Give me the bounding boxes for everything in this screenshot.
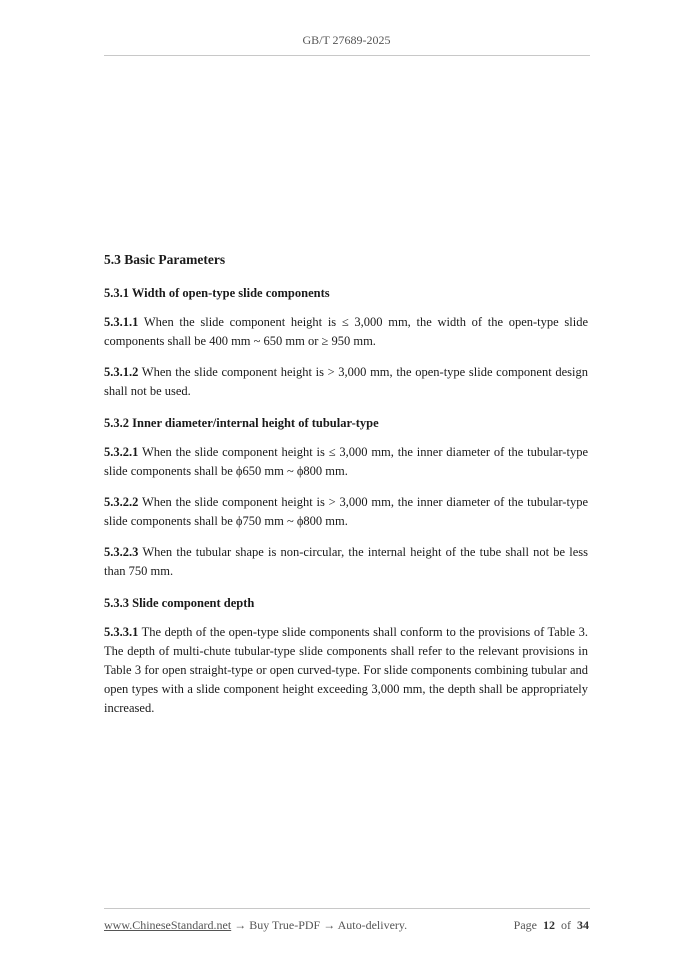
page-label: Page: [513, 918, 537, 932]
page-number: [514, 918, 589, 933]
arrow-icon: →: [320, 918, 338, 932]
page-of: of: [561, 918, 571, 932]
clause-number: 5.3.1.1: [104, 315, 139, 329]
clause-text: When the slide component height is ≤ 3,000 mm, the inner diameter of the tubular-type slide components shall be ϕ650 mm ~ ϕ800 mm.: [104, 445, 588, 478]
section-heading: 5.3 Basic Parameters: [104, 252, 226, 267]
buy-pdf-text: Buy True-PDF: [249, 918, 321, 932]
footer-divider: [104, 908, 590, 909]
clause-text: The depth of the open-type slide components shall conform to the provisions of Table 3. The depth of multi-chute tubular-type slide components shall refer to the relevant provisions in Table 3 for open straight-type or open curved-type. For slide components combining tubular and open types with a slide component height exceeding 3,000 mm, the depth shall be appropriately increased.: [104, 625, 588, 715]
clause-text: When the slide component height is ≤ 3,000 mm, the width of the open-type slide components shall be 400 mm ~ 650 mm or ≥ 950 mm.: [104, 315, 588, 348]
clause-text: When the tubular shape is non-circular, the internal height of the tube shall not be less than 750 mm.: [104, 545, 588, 578]
page-header: GB/T 27689-2025: [302, 33, 391, 47]
clause-5-3-3-1: [104, 623, 588, 718]
clause-number: 5.3.2.2: [104, 495, 139, 509]
clause-number: 5.3.1.2: [104, 365, 139, 379]
page-total: 34: [577, 918, 589, 932]
clause-5-3-2-3: [104, 543, 588, 581]
header-divider: [104, 55, 590, 56]
subsection-heading-5-3-1: 5.3.1 Width of open-type slide components: [104, 286, 330, 300]
website-link[interactable]: www.ChineseStandard.net: [104, 918, 232, 932]
clause-5-3-1-2: [104, 363, 588, 401]
page-content: [104, 250, 588, 730]
delivery-text: Auto-delivery.: [337, 918, 408, 932]
arrow-icon: →: [231, 918, 250, 932]
clause-text: When the slide component height is > 3,000 mm, the inner diameter of the tubular-type slide components shall be ϕ750 mm ~ ϕ800 mm.: [104, 495, 588, 528]
clause-number: 5.3.2.3: [104, 545, 139, 559]
clause-5-3-2-1: [104, 443, 588, 481]
footer-promo: [104, 918, 407, 933]
page-current: 12: [543, 918, 555, 932]
subsection-heading-5-3-2: 5.3.2 Inner diameter/internal height of tubular-type: [104, 416, 379, 430]
clause-5-3-2-2: [104, 493, 588, 531]
clause-number: 5.3.3.1: [104, 625, 139, 639]
clause-text: When the slide component height is > 3,000 mm, the open-type slide component design shall not be used.: [104, 365, 588, 398]
clause-number: 5.3.2.1: [104, 445, 139, 459]
clause-5-3-1-1: [104, 313, 588, 351]
subsection-heading-5-3-3: 5.3.3 Slide component depth: [104, 596, 255, 610]
